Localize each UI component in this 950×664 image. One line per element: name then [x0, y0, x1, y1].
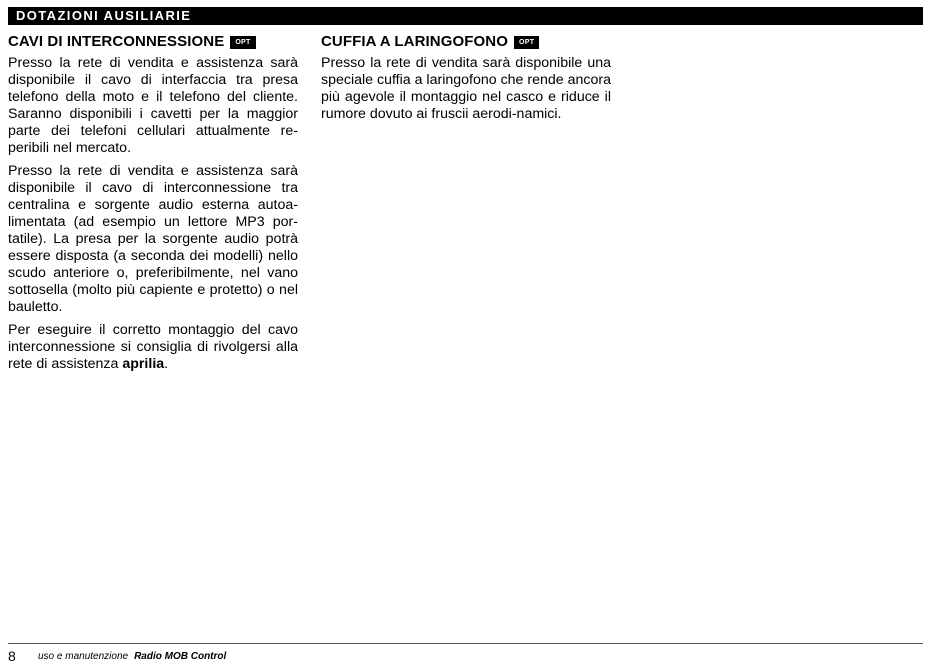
section-title-cavi: [8, 33, 298, 51]
page-number: 8: [8, 648, 16, 664]
opt-badge: OPT: [230, 36, 255, 49]
paragraph: Presso la rete di vendita e assistenza sarà disponibile il cavo di interconnessione tra centralina e sorgente audio esterna autoa-limentata (ad esempio un lettore MP3 por-tatile). La presa per la sorgente audio potrà essere disposta (a seconda dei modelli) nello scudo anteriore o, preferibilmente, nel vano sottosella (molto più capiente e protetto) o nel bauletto.: [8, 163, 298, 315]
opt-badge: OPT: [514, 36, 539, 49]
footer-label-text: uso e manutenzione: [38, 651, 129, 662]
section-header-bar: [8, 7, 923, 25]
footer-model: Radio MOB Control: [134, 651, 227, 662]
section-title-text: CAVI DI INTERCONNESSIONE: [8, 33, 225, 50]
brand-name: aprilia: [122, 356, 165, 372]
paragraph: Presso la rete di vendita e assistenza sarà disponibile il cavo di interfaccia tra presa telefono della moto e il telefono del cliente. Saranno disponibili i cavetti per la maggior parte dei telefoni cellulari attualmente re-peribili nel mercato.: [8, 55, 298, 156]
column-cavi-interconnessione: [8, 33, 298, 373]
column-cuffia-laringofono: [321, 33, 611, 123]
section-title-text: CUFFIA A LARINGOFONO: [321, 33, 508, 50]
section-header-title: DOTAZIONI AUSILIARIE: [16, 8, 192, 23]
paragraph-end: .: [164, 356, 169, 372]
paragraph: Presso la rete di vendita sarà disponibile una speciale cuffia a laringofono che rende ancora più agevole il montaggio nel casco e riduce il rumore dovuto ai fruscii aerodi-namici.: [321, 55, 611, 122]
footer-divider: [8, 643, 923, 644]
footer-label: [38, 650, 226, 663]
section-title-cuffia: [321, 33, 611, 51]
paragraph-text: Per eseguire il corretto montaggio del cavo interconnessione si consiglia di rivolgersi alla rete di assistenza: [8, 322, 298, 372]
paragraph: [8, 322, 298, 373]
